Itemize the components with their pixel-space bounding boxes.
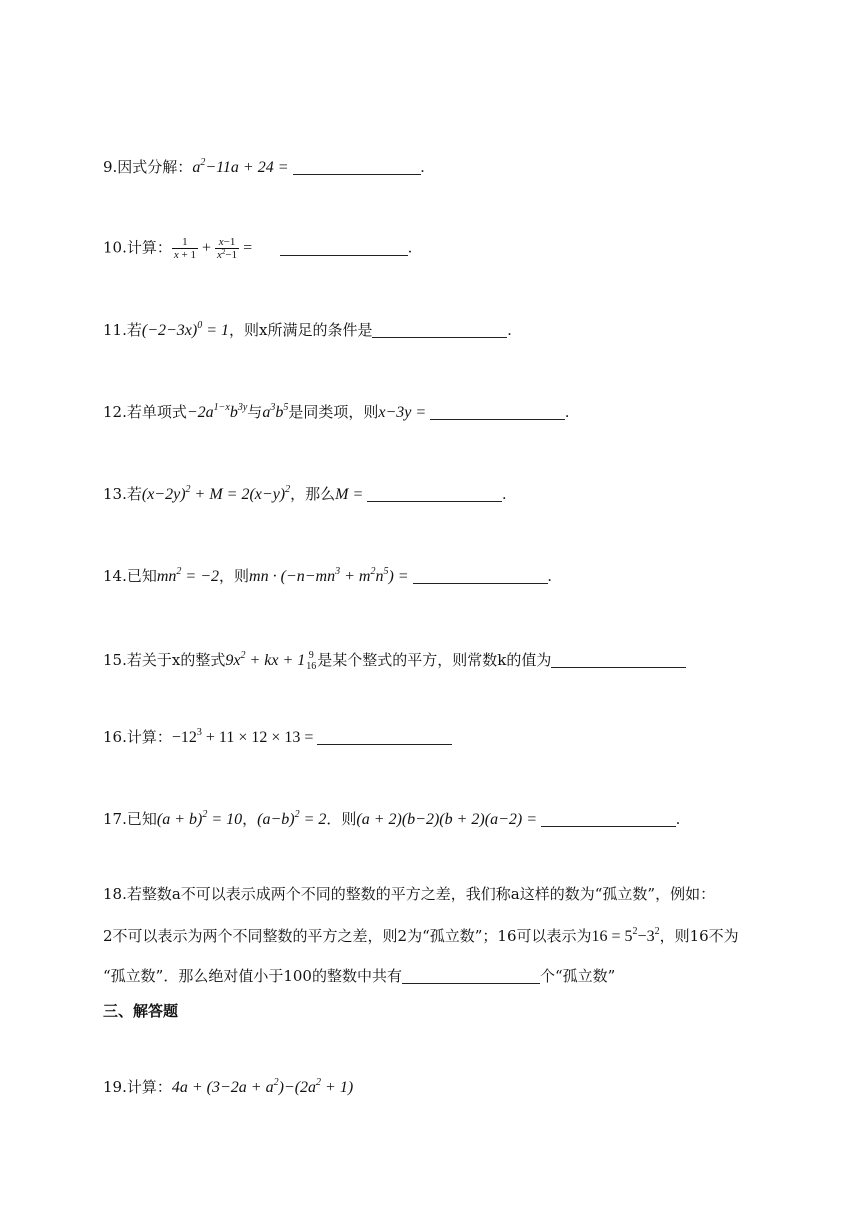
q12-monomial-1: $-2a^{1-x}b^{3y}$ (186, 402, 248, 421)
question-18-line-2b: ，则16不为 (659, 927, 739, 945)
question-17-mid1: ， (242, 810, 258, 828)
q17-condition-2: $(a-b)^2 = 2$ (257, 809, 327, 828)
q9-answer-blank[interactable] (293, 158, 421, 175)
question-14: 14.已知$mn^2 = -2$，则mn · $(-n-mn^3 + m^2n^5)$ = . (103, 566, 552, 585)
question-11: 11.若$(-2-3x)^0 = 1$，则x所满足的条件是 . (103, 320, 512, 339)
question-12-label: 12.若单项式 (103, 403, 187, 421)
question-9-label: 9.因式分解： (103, 158, 193, 176)
q13-answer-blank[interactable] (367, 485, 502, 502)
q14-condition: $mn^2 = -2$ (156, 566, 220, 585)
q11-expression: $(-2-3x)^0 = 1$ (141, 320, 230, 339)
question-17-label: 17.已知 (103, 810, 157, 828)
question-16 (103, 727, 452, 748)
question-17-mid2: ．则 (326, 810, 357, 828)
question-14-label: 14.已知 (103, 567, 157, 585)
q13-equation: $(x-2y)^2 + M = 2(x-y)^2$ (141, 484, 291, 503)
question-13-label: 13.若 (103, 485, 142, 503)
q15-polynomial: $9x^2$ + kx + 1 (225, 650, 306, 669)
question-18-line-1: 18.若整数a不可以表示成两个不同的整数的平方之差，我们称a这样的数为“孤立数”，例如： (103, 885, 716, 903)
question-19 (103, 1077, 353, 1098)
question-18-line-3a: “孤立数”．那么绝对值小于100的整数中共有 (103, 967, 402, 985)
question-19-label: 19.计算： (103, 1078, 172, 1096)
question-13-tail: ，那么 (290, 485, 336, 503)
q10-fraction-2: $\frac{x-1}{x^2-1}$ (217, 236, 238, 261)
q9-expression: $a^2-11a + 24$ = (192, 157, 293, 176)
q15-answer-blank[interactable] (551, 651, 686, 668)
q11-answer-blank[interactable] (372, 321, 507, 338)
question-15-label: 15.若关于x的整式 (103, 651, 226, 669)
question-17: 17.已知$(a + b)^2 = 10$，$(a-b)^2 = 2$．则(a + 2)(b−2)(b + 2)(a−2) = . (103, 809, 680, 828)
q18-example: $16 = 5^2-3^2$ (591, 926, 660, 945)
q16-answer-blank[interactable] (317, 728, 452, 745)
q18-answer-blank[interactable] (402, 967, 540, 984)
question-12-tail: 是同类项，则 (288, 403, 379, 421)
question-11-tail: ，则x所满足的条件是 (229, 321, 373, 339)
q13-expression: M = (335, 486, 368, 503)
q14-answer-blank[interactable] (413, 567, 548, 584)
question-15-tail: 是某个整式的平方，则常数k的值为 (317, 651, 552, 669)
q10-answer-blank[interactable] (280, 239, 408, 256)
q19-expression: $4a + (3-2a + a^2)-(2a^2 + 1)$ (171, 1077, 354, 1096)
question-10-label: 10.计算： (103, 238, 172, 257)
question-18-line-3 (103, 966, 615, 986)
question-12-mid: 与 (247, 403, 263, 421)
q14-expression: mn · $(-n-mn^3 + m^2n^5)$ = (249, 566, 413, 585)
q16-expression: $-12^3 + 11 \times 12 \times 13$ = (171, 727, 318, 746)
question-15 (103, 650, 686, 672)
q17-expression: (a + 2)(b−2)(b + 2)(a−2) = (356, 811, 541, 828)
section-title: 三、解答题 (103, 1002, 179, 1020)
q10-fraction-1: $\frac{1}{x + 1}$ (173, 236, 196, 261)
question-18-line-3b: 个“孤立数” (539, 967, 616, 985)
question-12: 12.若单项式$-2a^{1-x}b^{3y}$与$a^3b^5$是同类项，则x−3y = . (103, 402, 570, 421)
question-18-line-2 (103, 926, 739, 947)
q17-condition-1: $(a + b)^2 = 10$ (156, 809, 243, 828)
q17-answer-blank[interactable] (541, 810, 676, 827)
q12-expression: x−3y = (378, 404, 431, 421)
q12-answer-blank[interactable] (430, 403, 565, 420)
question-9: 9.因式分解：$a^2-11a + 24$ = . (103, 157, 425, 176)
question-14-tail: ，则 (219, 567, 250, 585)
question-13: 13.若$(x-2y)^2 + M = 2(x-y)^2$，那么M = . (103, 484, 507, 503)
question-11-label: 11.若 (103, 321, 142, 339)
q12-monomial-2: $a^3b^5$ (262, 402, 289, 421)
question-18-line-2a: 2不可以表示为两个不同整数的平方之差，则2为“孤立数”；16可以表示为 (103, 927, 592, 945)
question-10: 10.计算： $\frac{1}{x + 1}$ + $\frac{x-1}{x^2-1}$ = . (103, 236, 412, 261)
question-16-label: 16.计算： (103, 728, 172, 746)
q15-fraction: 9 16 (306, 650, 317, 672)
